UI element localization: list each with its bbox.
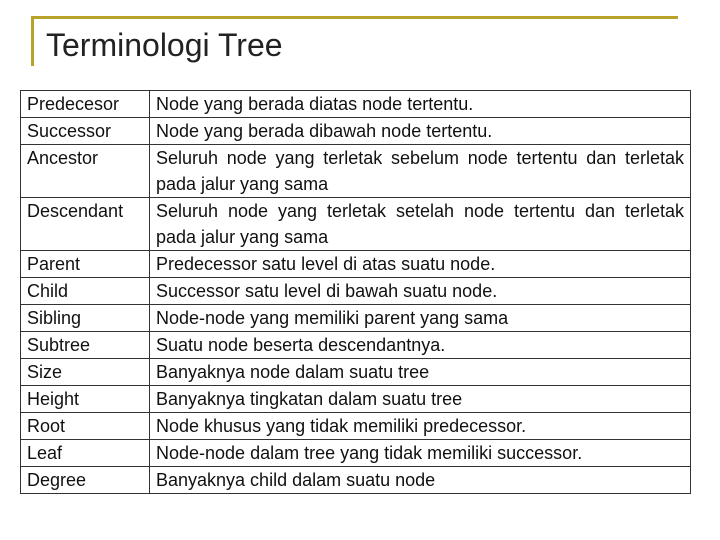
table-row	[21, 413, 691, 440]
terminology-table	[20, 90, 691, 494]
term-cell: Height	[21, 386, 150, 413]
table-row	[21, 305, 691, 332]
term-cell: Root	[21, 413, 150, 440]
term-cell: Subtree	[21, 332, 150, 359]
definition-cell: Seluruh node yang terletak sebelum node tertentu dan terletak pada jalur yang sama	[150, 145, 691, 198]
definition-cell: Banyaknya tingkatan dalam suatu tree	[150, 386, 691, 413]
table-row	[21, 91, 691, 118]
slide-title: Terminologi Tree	[46, 27, 283, 63]
definition-cell: Predecessor satu level di atas suatu node.	[150, 251, 691, 278]
term-cell: Child	[21, 278, 150, 305]
term-cell: Degree	[21, 467, 150, 494]
definition-cell: Node-node yang memiliki parent yang sama	[150, 305, 691, 332]
terminology-table-body	[21, 91, 691, 494]
title-accent-line-left	[31, 16, 34, 66]
table-row	[21, 359, 691, 386]
definition-cell: Banyaknya node dalam suatu tree	[150, 359, 691, 386]
table-row	[21, 386, 691, 413]
definition-cell: Successor satu level di bawah suatu node.	[150, 278, 691, 305]
table-row	[21, 145, 691, 198]
term-cell: Successor	[21, 118, 150, 145]
term-cell: Parent	[21, 251, 150, 278]
term-cell: Ancestor	[21, 145, 150, 198]
definition-cell: Banyaknya child dalam suatu node	[150, 467, 691, 494]
definition-cell: Node khusus yang tidak memiliki predecessor.	[150, 413, 691, 440]
table-row	[21, 198, 691, 251]
title-accent-line-top	[32, 16, 678, 19]
definition-cell: Seluruh node yang terletak setelah node tertentu dan terletak pada jalur yang sama	[150, 198, 691, 251]
table-row	[21, 440, 691, 467]
table-row	[21, 278, 691, 305]
table-row	[21, 467, 691, 494]
definition-cell: Node yang berada diatas node tertentu.	[150, 91, 691, 118]
definition-cell: Suatu node beserta descendantnya.	[150, 332, 691, 359]
term-cell: Leaf	[21, 440, 150, 467]
term-cell: Predecesor	[21, 91, 150, 118]
term-cell: Size	[21, 359, 150, 386]
term-cell: Sibling	[21, 305, 150, 332]
term-cell: Descendant	[21, 198, 150, 251]
table-row	[21, 332, 691, 359]
table-row	[21, 251, 691, 278]
table-row	[21, 118, 691, 145]
definition-cell: Node yang berada dibawah node tertentu.	[150, 118, 691, 145]
definition-cell: Node-node dalam tree yang tidak memiliki successor.	[150, 440, 691, 467]
